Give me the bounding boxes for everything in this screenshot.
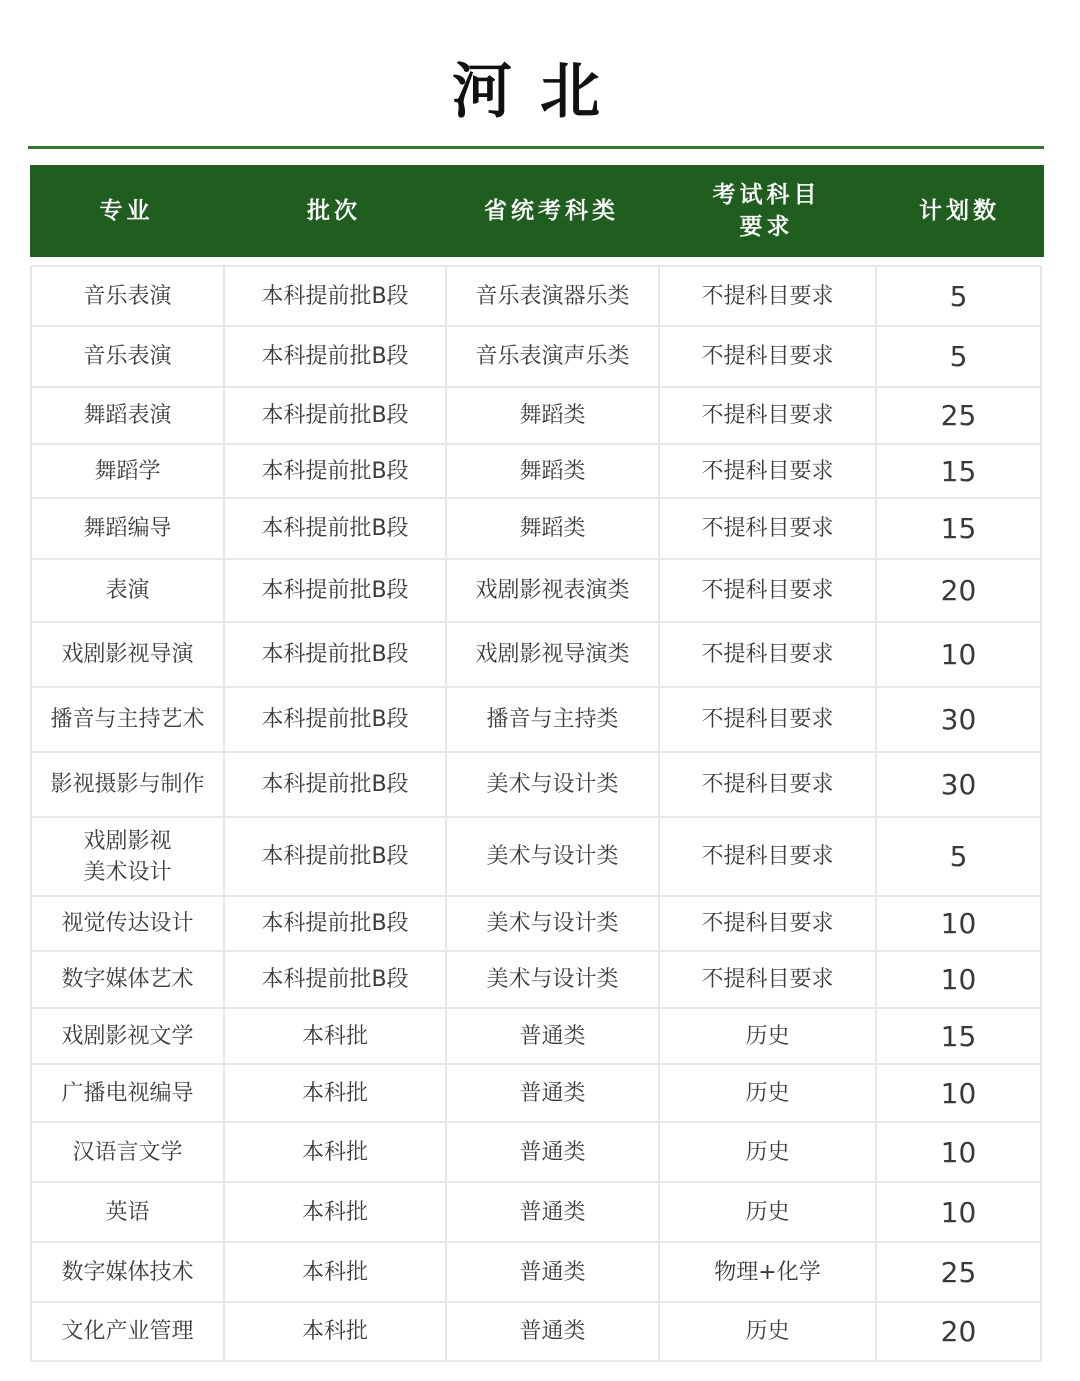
cell-subject-requirement: 不提科目要求 [660, 327, 877, 388]
page-title: 河北 [452, 57, 628, 127]
cell-major: 播音与主持艺术 [32, 688, 225, 753]
cell-major: 表演 [32, 560, 225, 623]
table-row [32, 327, 1042, 388]
cell-batch: 本科提前批B段 [225, 623, 447, 688]
table-row [32, 560, 1042, 623]
cell-major: 视觉传达设计 [32, 897, 225, 952]
cell-plan-count: 15 [877, 445, 1042, 499]
table-row [32, 688, 1042, 753]
cell-major: 音乐表演 [32, 327, 225, 388]
title-divider [28, 146, 1044, 149]
cell-major: 汉语言文学 [32, 1123, 225, 1183]
table-row [32, 623, 1042, 688]
cell-plan-count: 20 [877, 1303, 1042, 1362]
cell-batch: 本科批 [225, 1183, 447, 1243]
cell-plan-count: 5 [877, 818, 1042, 897]
cell-category: 普通类 [447, 1065, 660, 1123]
table-row [32, 445, 1042, 499]
cell-category: 普通类 [447, 1183, 660, 1243]
cell-batch: 本科提前批B段 [225, 327, 447, 388]
cell-batch: 本科提前批B段 [225, 818, 447, 897]
cell-plan-count: 5 [877, 327, 1042, 388]
header-batch: 批次 [307, 198, 361, 224]
table-row [32, 1303, 1042, 1362]
cell-major: 戏剧影视文学 [32, 1009, 225, 1065]
table-row [32, 267, 1042, 327]
cell-subject-requirement: 历史 [660, 1123, 877, 1183]
cell-category: 舞蹈类 [447, 388, 660, 445]
cell-batch: 本科批 [225, 1303, 447, 1362]
cell-batch: 本科提前批B段 [225, 952, 447, 1009]
cell-major: 广播电视编导 [32, 1065, 225, 1123]
cell-subject-requirement: 历史 [660, 1065, 877, 1123]
cell-category: 普通类 [447, 1009, 660, 1065]
table-header [30, 165, 1044, 257]
cell-major: 数字媒体艺术 [32, 952, 225, 1009]
header-major: 专业 [99, 198, 154, 224]
cell-plan-count: 5 [877, 267, 1042, 327]
cell-plan-count: 15 [877, 499, 1042, 560]
cell-category: 美术与设计类 [447, 897, 660, 952]
header-category: 省统考科类 [484, 198, 619, 224]
cell-plan-count: 20 [877, 560, 1042, 623]
cell-batch: 本科批 [225, 1065, 447, 1123]
cell-major: 影视摄影与制作 [32, 753, 225, 818]
cell-category: 舞蹈类 [447, 499, 660, 560]
cell-category: 音乐表演声乐类 [447, 327, 660, 388]
table-row [32, 753, 1042, 818]
cell-category: 音乐表演器乐类 [447, 267, 660, 327]
cell-category: 美术与设计类 [447, 952, 660, 1009]
table-row [32, 388, 1042, 445]
table-row [32, 818, 1042, 897]
cell-subject-requirement: 不提科目要求 [660, 388, 877, 445]
cell-batch: 本科提前批B段 [225, 267, 447, 327]
cell-category: 播音与主持类 [447, 688, 660, 753]
cell-subject-requirement: 物理+化学 [660, 1243, 877, 1303]
cell-category: 普通类 [447, 1243, 660, 1303]
header-subject-requirement: 考试科目 要求 [712, 182, 821, 240]
table-row [32, 499, 1042, 560]
cell-plan-count: 10 [877, 623, 1042, 688]
cell-batch: 本科提前批B段 [225, 560, 447, 623]
cell-plan-count: 25 [877, 1243, 1042, 1303]
cell-category: 普通类 [447, 1303, 660, 1362]
cell-batch: 本科提前批B段 [225, 688, 447, 753]
cell-batch: 本科提前批B段 [225, 445, 447, 499]
cell-plan-count: 30 [877, 753, 1042, 818]
cell-major: 舞蹈学 [32, 445, 225, 499]
table-row [32, 897, 1042, 952]
cell-category: 舞蹈类 [447, 445, 660, 499]
table-row [32, 952, 1042, 1009]
cell-subject-requirement: 不提科目要求 [660, 623, 877, 688]
cell-category: 普通类 [447, 1123, 660, 1183]
cell-plan-count: 15 [877, 1009, 1042, 1065]
cell-plan-count: 25 [877, 388, 1042, 445]
header-plan-count: 计划数 [919, 198, 1000, 224]
cell-category: 美术与设计类 [447, 818, 660, 897]
cell-batch: 本科提前批B段 [225, 753, 447, 818]
cell-major: 数字媒体技术 [32, 1243, 225, 1303]
table-row [32, 1065, 1042, 1123]
cell-subject-requirement: 不提科目要求 [660, 952, 877, 1009]
cell-major: 舞蹈表演 [32, 388, 225, 445]
cell-subject-requirement: 历史 [660, 1183, 877, 1243]
cell-subject-requirement: 不提科目要求 [660, 499, 877, 560]
cell-batch: 本科提前批B段 [225, 897, 447, 952]
cell-plan-count: 10 [877, 897, 1042, 952]
cell-category: 美术与设计类 [447, 753, 660, 818]
cell-batch: 本科批 [225, 1243, 447, 1303]
cell-category: 戏剧影视表演类 [447, 560, 660, 623]
cell-major: 戏剧影视导演 [32, 623, 225, 688]
cell-subject-requirement: 不提科目要求 [660, 267, 877, 327]
cell-major: 音乐表演 [32, 267, 225, 327]
cell-major: 舞蹈编导 [32, 499, 225, 560]
cell-plan-count: 10 [877, 1065, 1042, 1123]
cell-batch: 本科批 [225, 1123, 447, 1183]
cell-subject-requirement: 不提科目要求 [660, 688, 877, 753]
cell-major: 戏剧影视 美术设计 [32, 818, 225, 897]
cell-batch: 本科提前批B段 [225, 499, 447, 560]
cell-plan-count: 10 [877, 1123, 1042, 1183]
cell-batch: 本科提前批B段 [225, 388, 447, 445]
cell-subject-requirement: 不提科目要求 [660, 445, 877, 499]
cell-plan-count: 10 [877, 952, 1042, 1009]
table-row [32, 1243, 1042, 1303]
cell-batch: 本科批 [225, 1009, 447, 1065]
cell-major: 文化产业管理 [32, 1303, 225, 1362]
cell-major: 英语 [32, 1183, 225, 1243]
cell-subject-requirement: 不提科目要求 [660, 753, 877, 818]
table-row [32, 1183, 1042, 1243]
cell-plan-count: 30 [877, 688, 1042, 753]
cell-subject-requirement: 不提科目要求 [660, 897, 877, 952]
cell-plan-count: 10 [877, 1183, 1042, 1243]
enrollment-table [30, 265, 1042, 1362]
cell-subject-requirement: 历史 [660, 1303, 877, 1362]
table-row [32, 1009, 1042, 1065]
cell-category: 戏剧影视导演类 [447, 623, 660, 688]
cell-subject-requirement: 不提科目要求 [660, 560, 877, 623]
cell-subject-requirement: 历史 [660, 1009, 877, 1065]
table-row [32, 1123, 1042, 1183]
cell-subject-requirement: 不提科目要求 [660, 818, 877, 897]
